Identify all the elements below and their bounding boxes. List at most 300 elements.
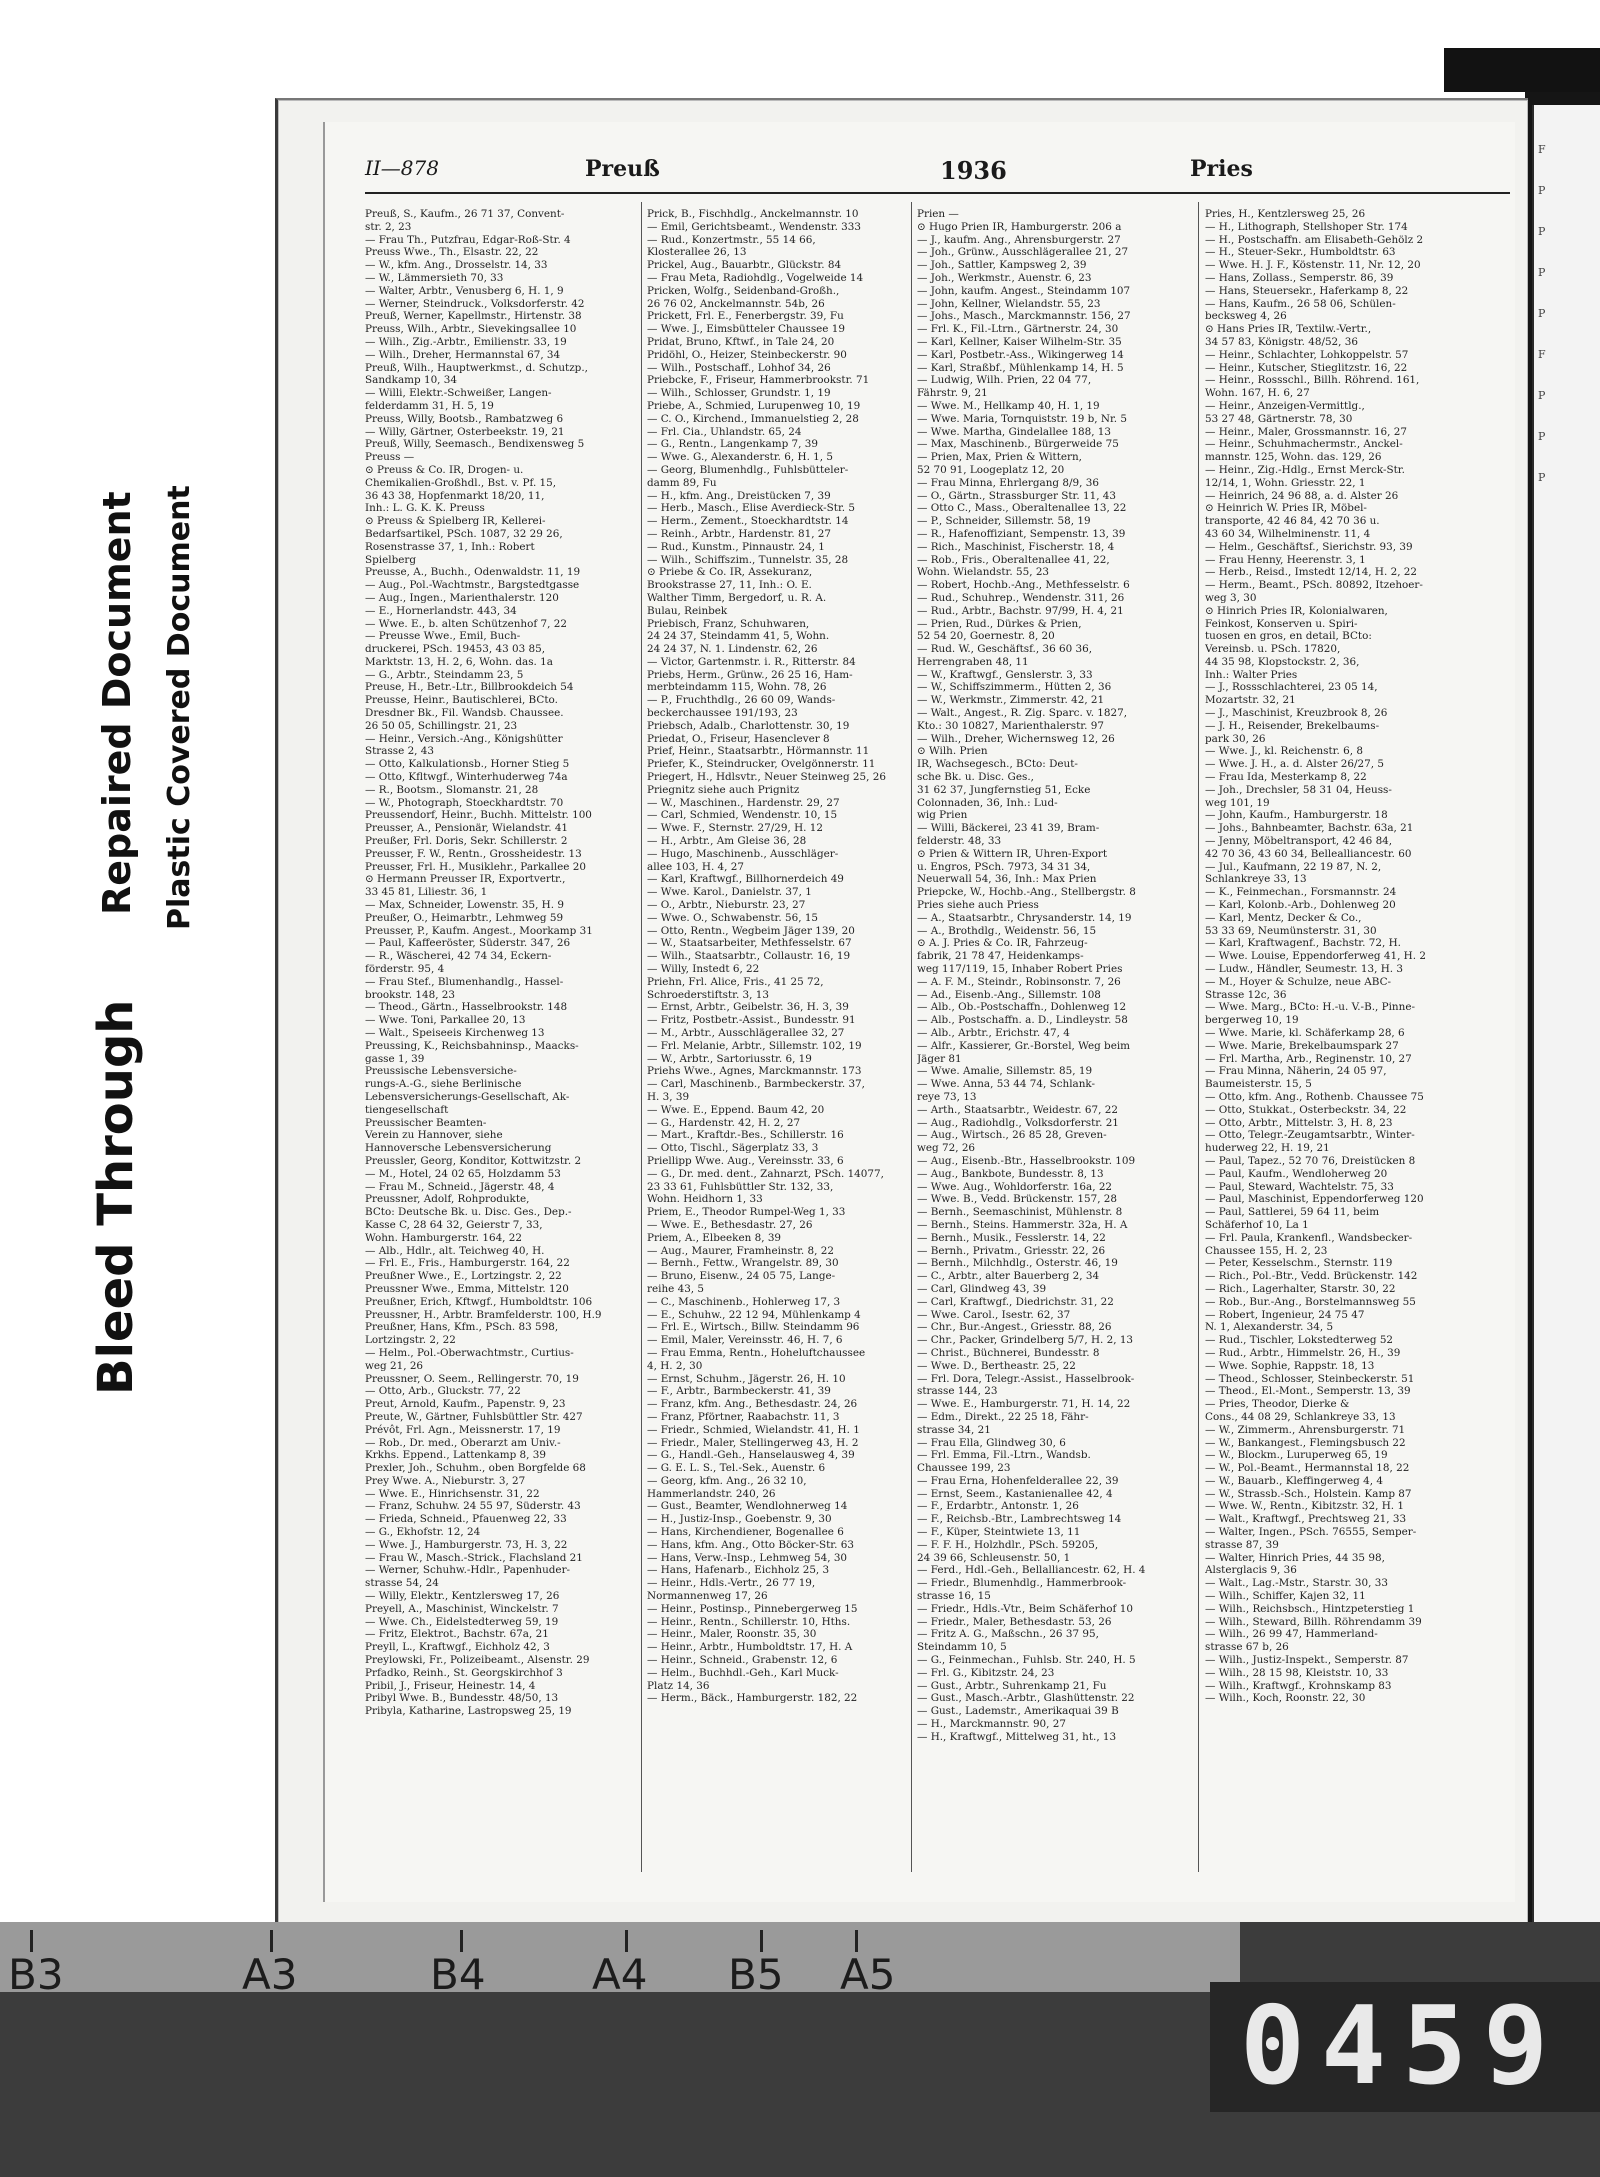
directory-entry-line: Preuß, Willy, Seemasch., Bendixensweg 5 <box>365 438 585 451</box>
directory-entry-line: Cons., 44 08 29, Schlankreye 33, 13 <box>1205 1410 1396 1423</box>
directory-entry-line: Inh.: L. G. K. K. Preuss <box>365 502 485 515</box>
directory-entry-line: — Rud., Konzertmstr., 55 14 66, <box>647 233 816 246</box>
directory-entry-line: — Rich., Lagerhalter, Starstr. 30, 22 <box>1205 1282 1396 1295</box>
directory-entry-line: Preuse, H., Betr.-Ltr., Billbrookdeich 54 <box>365 681 574 694</box>
bleed-through-label: Bleed Through <box>88 999 144 1395</box>
directory-entry-line: — G., Rentn., Langenkamp 7, 39 <box>647 438 818 451</box>
column-rule <box>641 202 642 1872</box>
directory-entry-line: 53 33 69, Neumünsterstr. 31, 30 <box>1205 924 1377 937</box>
directory-entry-line: Priem, E., Theodor Rumpel-Weg 1, 33 <box>647 1206 846 1219</box>
directory-entry-line: Herrengraben 48, 11 <box>917 655 1029 668</box>
directory-entry-line: — Willy, Gärtner, Osterbeekstr. 19, 21 <box>365 425 565 438</box>
directory-entry-line: Pries, H., Kentzlersweg 25, 26 <box>1205 208 1366 220</box>
directory-entry-line: Dresdner Bk., Fil. Wandsb. Chaussee. <box>365 707 564 720</box>
directory-entry-line: Vereinsb. u. PSch. 17820, <box>1205 643 1341 656</box>
adjacent-page-glyph: P <box>1538 389 1546 402</box>
directory-entry-line: Priegnitz siehe auch Prignitz <box>647 783 800 796</box>
directory-entry-line: Wohn. Heidhorn 1, 33 <box>647 1193 763 1206</box>
directory-entry-line: — Wilh., Schlosser, Grundstr. 1, 19 <box>647 387 831 400</box>
directory-entry-line: — Frau M., Schneid., Jägerstr. 48, 4 <box>365 1180 555 1193</box>
directory-entry-line: weg 101, 19 <box>1205 796 1270 809</box>
directory-entry-line: Preuss — <box>365 451 415 464</box>
directory-entry-line: strasse 67 b, 26 <box>1205 1641 1289 1654</box>
directory-entry-line: — Rud., Tischler, Lokstedterweg 52 <box>1205 1334 1394 1347</box>
directory-entry-line: — Herb., Masch., Elise Averdieck-Str. 5 <box>647 502 856 515</box>
directory-entry-line: — Carl, Maschinenb., Barmbeckerstr. 37, <box>647 1078 865 1091</box>
directory-entry-line: — Pries, Theodor, Dierke & <box>1205 1398 1350 1411</box>
directory-entry-line: — Karl, Kraftwagenf., Bachstr. 72, H. <box>1205 937 1401 950</box>
directory-entry-line: — Herm., Zement., Stoeckhardtstr. 14 <box>647 515 849 528</box>
directory-entry-line: reye 73, 13 <box>917 1090 977 1103</box>
directory-entry-line: Pribil, J., Friseur, Heinestr. 14, 4 <box>365 1679 536 1692</box>
directory-entry-line: Pribyla, Katharine, Lastropsweg 25, 19 <box>365 1705 572 1718</box>
directory-entry-line: merbteindamm 115, Wohn. 78, 26 <box>647 681 827 694</box>
directory-entry-line: Normannenweg 17, 26 <box>647 1590 768 1603</box>
directory-entry-line: — Gust., Beamter, Wendlohnerweg 14 <box>647 1500 848 1513</box>
directory-entry-line: — Theod., El.-Mont., Semperstr. 13, 39 <box>1205 1385 1411 1398</box>
directory-entry-line: — W., Arbtr., Sartoriusstr. 6, 19 <box>647 1052 812 1065</box>
directory-entry-line: Preusse, A., Buchh., Odenwaldstr. 11, 19 <box>365 566 581 579</box>
directory-entry-line: — Wwe. E., Bethesdastr. 27, 26 <box>647 1218 813 1231</box>
directory-entry-line: — Hans, Steuersekr., Haferkamp 8, 22 <box>1205 284 1409 297</box>
directory-entry-line: — Karl, Kellner, Kaiser Wilhelm-Str. 35 <box>917 335 1122 348</box>
directory-entry-line: — J., Maschinist, Kreuzbrook 8, 26 <box>1205 707 1388 720</box>
directory-entry-line: Preussische Lebensversiche- <box>365 1065 517 1078</box>
directory-entry-line: Colonnaden, 36, Inh.: Lud- <box>917 796 1058 809</box>
directory-entry-line: — Rud., Kunstm., Pinnaustr. 24, 1 <box>647 540 825 553</box>
directory-entry-line: — John, Kellner, Wielandstr. 55, 23 <box>917 297 1101 310</box>
directory-entry-line: — Otto, kfm. Ang., Rothenb. Chaussee 75 <box>1205 1090 1424 1103</box>
directory-entry-line: — Karl, Postbetr.-Ass., Wikingerweg 14 <box>917 348 1124 361</box>
directory-entry-line: — Ernst, Seem., Kastanienallee 42, 4 <box>917 1487 1113 1500</box>
directory-entry-line: — O., Arbtr., Nieburstr. 23, 27 <box>647 899 806 912</box>
directory-entry-line: — Otto, Arbtr., Mittelstr. 3, H. 8, 23 <box>1205 1116 1393 1129</box>
directory-entry-line: Wohn. Hamburgerstr. 164, 22 <box>365 1231 523 1244</box>
directory-entry-line: — Walt., Angest., R. Zig. Sparc. v. 1827, <box>917 707 1128 720</box>
directory-entry-line: Feinkost, Konserven u. Spiri- <box>1205 617 1358 630</box>
adjacent-page-glyph: P <box>1538 471 1546 484</box>
directory-entry-line: bergerweg 10, 19 <box>1205 1014 1299 1027</box>
directory-entry-line: — Reinh., Arbtr., Hardenstr. 81, 27 <box>647 527 832 540</box>
directory-entry-line: — G. E. L. S., Tel.-Sek., Auenstr. 6 <box>647 1462 826 1475</box>
directory-entry-line: Strasse 2, 43 <box>365 745 435 758</box>
directory-entry-line: — Heinr., Schneid., Grabenstr. 12, 6 <box>647 1654 838 1667</box>
directory-entry-line: ⊙ Preuss & Co. IR, Drogen- u. <box>365 463 524 476</box>
directory-entry-line: 34 57 83, Königstr. 48/52, 36 <box>1205 335 1358 348</box>
directory-entry-line: — Preusse Wwe., Emil, Buch- <box>365 630 521 643</box>
directory-entry-line: Preut, Arnold, Kaufm., Papenstr. 9, 23 <box>365 1398 566 1411</box>
directory-entry-line: — Wwe. Sophie, Rappstr. 18, 13 <box>1205 1359 1375 1372</box>
film-code-band <box>0 1922 1240 1999</box>
directory-entry-line: Baumeisterstr. 15, 5 <box>1205 1078 1312 1091</box>
directory-entry-line: — Wwe. F., Sternstr. 27/29, H. 12 <box>647 822 823 835</box>
directory-entry-line: rungs-A.-G., siehe Berlinische <box>365 1078 522 1091</box>
directory-entry-line: — Herb., Reisd., Imstedt 12/14, H. 2, 22 <box>1205 566 1418 579</box>
directory-entry-line: Priehn, Frl. Alice, Fris., 41 25 72, <box>647 975 824 988</box>
directory-entry-line: Preyell, A., Maschinist, Winckelstr. 7 <box>365 1602 559 1615</box>
directory-entry-line: Preuss, Willy, Bootsb., Rambatzweg 6 <box>365 412 564 425</box>
directory-entry-line: — Bernh., Seemaschinist, Mühlenstr. 8 <box>917 1206 1123 1219</box>
directory-entry-line: förderstr. 95, 4 <box>365 963 445 976</box>
directory-entry-line: Prexler, Joh., Schuhm., oben Borgfelde 68 <box>365 1462 586 1475</box>
directory-entry-line: — W., Photograph, Stoeckhardtstr. 70 <box>365 796 564 809</box>
directory-entry-line: — Heinr., Zig.-Hdlg., Ernst Merck-Str. <box>1205 463 1405 476</box>
directory-entry-line: — Robert, Ingenieur, 24 75 47 <box>1205 1308 1365 1321</box>
directory-entry-line: — Joh., Drechsler, 58 31 04, Heuss- <box>1205 783 1392 796</box>
directory-entry-line: — Max, Schneider, Lowenstr. 35, H. 9 <box>365 899 564 912</box>
directory-entry-line: brookstr. 148, 23 <box>365 988 456 1001</box>
adjacent-page-glyph: F <box>1538 348 1546 361</box>
directory-entry-line: str. 2, 23 <box>365 220 412 233</box>
directory-entry-line: — Frl. Melanie, Arbtr., Sillemstr. 102, 19 <box>647 1039 862 1052</box>
directory-entry-line: — O., Gärtn., Strassburger Str. 11, 43 <box>917 489 1117 502</box>
directory-entry-line: — Wwe. Amalie, Sillemstr. 85, 19 <box>917 1065 1093 1078</box>
directory-entry-line: — Wwe. Ch., Eidelstedterweg 59, 19 <box>365 1615 559 1628</box>
directory-column-1 <box>365 208 635 1868</box>
directory-entry-line: — Ernst, Schuhm., Jägerstr. 26, H. 10 <box>647 1372 846 1385</box>
directory-entry-line: — Otto, Kfltwgf., Winterhuderweg 74a <box>365 771 568 784</box>
directory-entry-line: — Wilh., Dreher, Hermannstal 67, 34 <box>365 348 561 361</box>
directory-entry-line: — Otto, Telegr.-Zeugamtsarbtr., Winter- <box>1205 1129 1415 1142</box>
directory-entry-line: — G., Feinmechan., Fuhlsb. Str. 240, H. 5 <box>917 1654 1136 1667</box>
directory-entry-line: — Rob., Dr. med., Oberarzt am Univ.- <box>365 1436 561 1449</box>
directory-entry-line: — H., Steuer-Sekr., Humboldtstr. 63 <box>1205 246 1396 259</box>
directory-entry-line: weg 21, 26 <box>365 1359 424 1372</box>
film-tick <box>30 1930 33 1952</box>
directory-entry-line: — Helm., Pol.-Oberwachtmstr., Curtius- <box>365 1346 574 1359</box>
directory-entry-line: N. 1, Alexanderstr. 34, 5 <box>1205 1321 1334 1334</box>
directory-entry-line: — Wwe. J., Eimsbütteler Chaussee 19 <box>647 323 845 336</box>
directory-entry-line: — Heinr., Schlachter, Lohkoppelstr. 57 <box>1205 348 1409 361</box>
directory-entry-line: 42 70 36, 43 60 34, Bellealliancestr. 60 <box>1205 847 1412 860</box>
directory-entry-line: — Frau Ida, Mesterkamp 8, 22 <box>1205 771 1367 784</box>
directory-entry-line: — Friedr., Maler, Bethesdastr. 53, 26 <box>917 1615 1112 1628</box>
directory-entry-line: — Arth., Staatsarbtr., Weidestr. 67, 22 <box>917 1103 1118 1116</box>
directory-entry-line: — Karl, Kraftwgf., Billhornerdeich 49 <box>647 873 844 886</box>
directory-entry-line: — Frau W., Masch.-Strick., Flachsland 21 <box>365 1551 583 1564</box>
directory-entry-line: — E., Schuhw., 22 12 94, Mühlenkamp 4 <box>647 1308 861 1321</box>
film-tick <box>625 1930 628 1952</box>
directory-entry-line: weg 72, 26 <box>917 1142 976 1155</box>
directory-entry-line: Prey Wwe. A., Nieburstr. 3, 27 <box>365 1474 526 1487</box>
directory-entry-line: — Paul, Sattlerei, 59 64 11, beim <box>1205 1206 1380 1219</box>
frame-number-text: 0459 <box>1240 1984 1565 2109</box>
directory-entry-line: mannstr. 125, Wohn. das. 129, 26 <box>1205 451 1382 464</box>
directory-entry-line: — Frl. Dora, Telegr.-Assist., Hasselbrook- <box>917 1372 1135 1385</box>
directory-entry-line: Pries siehe auch Priess <box>917 899 1039 912</box>
directory-entry-line: Preussner, Adolf, Rohprodukte, <box>365 1193 530 1206</box>
film-code: B3 <box>8 1950 64 1999</box>
directory-entry-line: — Heinr., Postinsp., Pinnebergerweg 15 <box>647 1602 858 1615</box>
directory-entry-line: — Frau Minna, Ehrlergang 8/9, 36 <box>917 476 1099 489</box>
directory-entry-line: Pridat, Bruno, Kftwf., in Tale 24, 20 <box>647 335 835 348</box>
directory-entry-line: ⊙ Hugo Prien IR, Hamburgerstr. 206 a <box>917 220 1122 233</box>
directory-entry-line: — J. H., Reisender, Brekelbaums- <box>1205 719 1380 732</box>
directory-entry-line: — Joh., Sattler, Kampsweg 2, 39 <box>917 259 1087 272</box>
directory-entry-line: ⊙ Priebe & Co. IR, Assekuranz, <box>647 566 813 579</box>
directory-entry-line: — W., Staatsarbeiter, Methfesselstr. 67 <box>647 937 852 950</box>
directory-entry-line: — F., Küper, Steintwiete 13, 11 <box>917 1526 1081 1539</box>
directory-entry-line: ⊙ Heinrich W. Pries IR, Möbel- <box>1205 502 1367 515</box>
directory-entry-line: — Bernh., Milchhdlg., Osterstr. 46, 19 <box>917 1257 1118 1270</box>
directory-entry-line: Prick, B., Fischhdlg., Anckelmannstr. 10 <box>647 208 859 220</box>
directory-entry-line: — Wwe. Aug., Wohldorferstr. 16a, 22 <box>917 1180 1113 1193</box>
directory-entry-line: — Wilh., Staatsarbtr., Collaustr. 16, 19 <box>647 950 851 963</box>
directory-entry-line: — Wilh., Schiffer, Kajen 32, 11 <box>1205 1590 1366 1603</box>
directory-entry-line: Schroederstiftstr. 3, 13 <box>647 988 769 1001</box>
directory-entry-line: — Bernh., Privatm., Griesstr. 22, 26 <box>917 1244 1106 1257</box>
directory-entry-line: — Aug., Ingen., Marienthalerstr. 120 <box>365 591 559 604</box>
directory-entry-line: Pribyl Wwe. B., Bundesstr. 48/50, 13 <box>365 1692 559 1705</box>
directory-entry-line: — Wwe. G., Alexanderstr. 6, H. 1, 5 <box>647 451 834 464</box>
directory-entry-line: damm 89, Fu <box>647 476 717 489</box>
directory-entry-line: Strasse 12c, 36 <box>1205 988 1287 1001</box>
directory-entry-line: strasse 34, 21 <box>917 1423 991 1436</box>
directory-entry-line: 31 62 37, Jungfernstieg 51, Ecke <box>917 783 1091 796</box>
directory-entry-line: — Frau Erna, Hohenfelderallee 22, 39 <box>917 1474 1119 1487</box>
directory-entry-line: — Frau Ella, Glindweg 30, 6 <box>917 1436 1066 1449</box>
directory-entry-line: Hammerlandstr. 240, 26 <box>647 1487 776 1500</box>
header-guide-word-right: Pries <box>1190 156 1253 182</box>
directory-entry-line: — W., Blockm., Luruperweg 65, 19 <box>1205 1449 1388 1462</box>
directory-entry-line: — C., Arbtr., alter Bauerberg 2, 34 <box>917 1270 1100 1283</box>
directory-entry-line: — Willi, Elektr.-Schweißer, Langen- <box>365 387 552 400</box>
directory-column-3 <box>917 208 1192 1868</box>
directory-entry-line: 12/14, 1, Wohn. Griesstr. 22, 1 <box>1205 476 1366 489</box>
directory-entry-line: Chaussee 199, 23 <box>917 1462 1011 1475</box>
directory-entry-line: — Rich., Maschinist, Fischerstr. 18, 4 <box>917 540 1115 553</box>
directory-entry-line: — W., Werkmstr., Zimmerstr. 42, 21 <box>917 694 1105 707</box>
directory-entry-line: Priellipp Wwe. Aug., Vereinsstr. 33, 6 <box>647 1154 844 1167</box>
directory-entry-line: — H., Justiz-Insp., Goebenstr. 9, 30 <box>647 1513 832 1526</box>
directory-entry-line: Prickett, Frl. E., Fenerbergstr. 39, Fu <box>647 310 844 323</box>
directory-entry-line: — Wwe. M., Hellkamp 40, H. 1, 19 <box>917 399 1100 412</box>
directory-entry-line: — Wwe. Marie, kl. Schäferkamp 28, 6 <box>1205 1027 1405 1039</box>
directory-entry-line: — Aug., Pol.-Wachtmstr., Bargstedtgasse <box>365 579 580 592</box>
directory-entry-line: Preußner Wwe., E., Lortzingstr. 2, 22 <box>365 1270 562 1283</box>
directory-entry-line: Fährstr. 9, 21 <box>917 387 988 400</box>
directory-entry-line: — Hans, kfm. Ang., Otto Böcker-Str. 63 <box>647 1538 854 1551</box>
directory-entry-line: — Heinr., Schuhmachermstr., Anckel- <box>1205 438 1403 451</box>
directory-entry-line: — Franz, kfm. Ang., Bethesdastr. 24, 26 <box>647 1398 858 1411</box>
directory-entry-line: Preussner, O. Seem., Rellingerstr. 70, 19 <box>365 1372 579 1385</box>
plastic-covered-label: Plastic Covered Document <box>162 485 197 930</box>
directory-entry-line: IR, Wachsegesch., BCto: Deut- <box>917 758 1078 771</box>
directory-entry-line: 26 76 02, Anckelmannstr. 54b, 26 <box>647 297 825 310</box>
directory-entry-line: — Heinr., Rentn., Schillerstr. 10, Hths. <box>647 1615 851 1628</box>
directory-entry-line: — Herm., Bäck., Hamburgerstr. 182, 22 <box>647 1692 858 1705</box>
directory-entry-line: — Alb., Postschaffn. a. D., Lindleystr. 58 <box>917 1014 1128 1027</box>
directory-entry-line: — Frl. K., Fil.-Ltrn., Gärtnerstr. 24, 30 <box>917 323 1119 336</box>
directory-entry-line: — Karl, Kolonb.-Arb., Dohlenweg 20 <box>1205 899 1396 912</box>
directory-entry-line: — W., Zimmerm., Ahrensburgerstr. 71 <box>1205 1423 1406 1436</box>
directory-entry-line: Preusser, P., Kaufm. Angest., Moorkamp 31 <box>365 924 593 937</box>
film-tick <box>855 1930 858 1952</box>
directory-entry-line: ⊙ Wilh. Prien <box>917 745 988 758</box>
directory-entry-line: — Prien, Rud., Dürkes & Prien, <box>917 617 1082 630</box>
column-rule <box>911 202 912 1872</box>
directory-entry-line: — Franz, Pförtner, Raabachstr. 11, 3 <box>647 1410 840 1423</box>
directory-entry-line: — Otto, Kalkulationsb., Horner Stieg 5 <box>365 758 570 771</box>
directory-entry-line: felderstr. 48, 33 <box>917 835 1002 848</box>
directory-entry-line: 26 50 05, Schillingstr. 21, 23 <box>365 719 518 732</box>
directory-entry-line: — Frl. G., Kibitzstr. 24, 23 <box>917 1666 1055 1679</box>
directory-entry-line: — Fritz A. G., Maßschn., 26 37 95, <box>917 1628 1099 1641</box>
directory-entry-line: Preussing, K., Reichsbahninsp., Maacks- <box>365 1039 579 1052</box>
directory-entry-line: — Wwe. B., Vedd. Brückenstr. 157, 28 <box>917 1193 1118 1206</box>
directory-entry-line: — G., Handl.-Geh., Hanselausweg 4, 39 <box>647 1449 855 1462</box>
directory-entry-line: — Hugo, Maschinenb., Ausschläger- <box>647 847 839 860</box>
directory-entry-line: — Ferd., Hdl.-Geh., Bellalliancestr. 62, H. 4 <box>917 1564 1146 1577</box>
directory-entry-line: Verein zu Hannover, siehe <box>365 1129 503 1142</box>
directory-entry-line: Preusse, Heinr., Bautischlerei, BCto. <box>365 694 558 707</box>
directory-entry-line: — Hans, Kaufm., 26 58 06, Schülen- <box>1205 297 1396 310</box>
film-code: A4 <box>592 1950 648 1999</box>
directory-entry-line: — Wwe. Anna, 53 44 74, Schlank- <box>917 1078 1096 1091</box>
directory-entry-line: — Peter, Kesselschm., Sternstr. 119 <box>1205 1257 1393 1270</box>
directory-entry-line: — Wwe. E., Eppend. Baum 42, 20 <box>647 1103 825 1116</box>
directory-entry-line: Kto.: 30 10827, Marienthalerstr. 97 <box>917 719 1104 732</box>
film-code: A5 <box>840 1950 896 1999</box>
directory-entry-line: — Victor, Gartenmstr. i. R., Ritterstr. 84 <box>647 655 856 668</box>
directory-entry-line: Preute, W., Gärtner, Fuhlsbüttler Str. 427 <box>365 1410 583 1423</box>
directory-entry-line: — Frau Minna, Näherin, 24 05 97, <box>1205 1065 1387 1078</box>
directory-entry-line: — G., Ekhofstr. 12, 24 <box>365 1526 481 1539</box>
directory-entry-line: — Willy, Instedt 6, 22 <box>647 963 760 976</box>
directory-entry-line: Preussischer Beamten- <box>365 1116 487 1129</box>
directory-entry-line: — H., Arbtr., Am Gleise 36, 28 <box>647 835 807 848</box>
directory-entry-line: — Walt., Kraftwgf., Prechtsweg 21, 33 <box>1205 1513 1407 1526</box>
directory-entry-line: fabrik, 21 78 47, Heidenkamps- <box>917 950 1084 963</box>
directory-entry-line: — W., Kraftwgf., Genslerstr. 3, 33 <box>917 668 1093 681</box>
directory-entry-line: Chemikalien-Großhdl., Bst. v. Pf. 15, <box>365 476 557 489</box>
directory-entry-line: Preussendorf, Heinr., Buchh. Mittelstr. 100 <box>365 809 592 822</box>
directory-entry-line: felderdamm 31, H. 5, 19 <box>365 399 494 412</box>
directory-entry-line: Steindamm 10, 5 <box>917 1641 1007 1654</box>
directory-entry-line: — Heinr., Kutscher, Stieglitzstr. 16, 22 <box>1205 361 1408 374</box>
directory-entry-line: — Johs., Bahnbeamter, Bachstr. 63a, 21 <box>1205 822 1414 835</box>
directory-entry-line: Priefer, K., Steindrucker, Ovelgönnerstr. 11 <box>647 758 876 771</box>
directory-entry-line: reihe 43, 5 <box>647 1282 705 1295</box>
directory-entry-line: — Aug., Eisenb.-Btr., Hasselbrookstr. 109 <box>917 1154 1136 1167</box>
directory-entry-line: — Rob., Bur.-Ang., Borstelmannsweg 55 <box>1205 1295 1416 1308</box>
directory-entry-line: weg 3, 30 <box>1205 591 1257 604</box>
directory-entry-line: — F., Reichsb.-Btr., Lambrechtsweg 14 <box>917 1513 1122 1526</box>
directory-entry-line: — R., Wäscherei, 42 74 34, Eckern- <box>365 950 552 963</box>
directory-entry-line: — Frau Henny, Heerenstr. 3, 1 <box>1205 553 1366 566</box>
directory-entry-line: strasse 87, 39 <box>1205 1538 1279 1551</box>
directory-entry-line: — Werner, Schuhw.-Hdlr., Papenhuder- <box>365 1564 571 1577</box>
directory-entry-line: — J., Rossschlachterei, 23 05 14, <box>1205 681 1378 694</box>
directory-entry-line: — Friedr., Hdls.-Vtr., Beim Schäferhof 10 <box>917 1602 1133 1615</box>
directory-entry-line: Priebe, A., Schmied, Lurupenweg 10, 19 <box>647 399 861 412</box>
directory-entry-line: Priebcke, F., Friseur, Hammerbrookstr. 71 <box>647 374 870 387</box>
directory-entry-line: Hannoversche Lebensversicherung <box>365 1142 552 1155</box>
directory-entry-line: — Werner, Steindruck., Volksdorferstr. 42 <box>365 297 585 310</box>
adjacent-page-glyph: P <box>1538 307 1546 320</box>
directory-entry-line: allee 103, H. 4, 27 <box>647 860 744 873</box>
directory-entry-line: Krkhs. Eppend., Lattenkamp 8, 39 <box>365 1449 546 1462</box>
directory-entry-line: — Aug., Bankbote, Bundesstr. 8, 13 <box>917 1167 1104 1180</box>
directory-entry-line: 24 39 66, Schleusenstr. 50, 1 <box>917 1551 1071 1564</box>
directory-entry-line: — W., Pol.-Beamt., Hermannstal 18, 22 <box>1205 1462 1410 1475</box>
directory-entry-line: — Joh., Grünw., Ausschlägerallee 21, 27 <box>917 246 1129 259</box>
directory-entry-line: — Wilh., Justiz-Inspekt., Semperstr. 87 <box>1205 1654 1409 1667</box>
directory-entry-line: — Wwe. E., Hamburgerstr. 71, H. 14, 22 <box>917 1398 1131 1411</box>
directory-entry-line: — Rud., Schuhrep., Wendenstr. 311, 26 <box>917 591 1125 604</box>
column-rule <box>1198 202 1199 1872</box>
directory-entry-line: — Gust., Masch.-Arbtr., Glashüttenstr. 22 <box>917 1692 1135 1705</box>
directory-entry-line: — Heinr., Hdls.-Vertr., 26 77 19, <box>647 1577 816 1590</box>
directory-entry-line: — Heinrich, 24 96 88, a. d. Alster 26 <box>1205 489 1399 502</box>
directory-entry-line: — Hans, Zollass., Semperstr. 86, 39 <box>1205 271 1394 284</box>
directory-entry-line: BCto: Deutsche Bk. u. Disc. Ges., Dep.- <box>365 1206 572 1219</box>
directory-entry-line: — Joh., Werkmstr., Auenstr. 6, 23 <box>917 271 1092 284</box>
directory-entry-line: Alsterglacis 9, 36 <box>1205 1564 1297 1577</box>
directory-entry-line: — H., Postschaffn. am Elisabeth-Gehölz 2 <box>1205 233 1424 246</box>
directory-entry-line: — Jenny, Möbeltransport, 42 46 84, <box>1205 835 1393 848</box>
directory-entry-line: Preussner, H., Arbtr. Bramfelderstr. 100, H.9 <box>365 1308 602 1321</box>
directory-entry-line: — Wwe. Marg., BCto: H.-u. V.-B., Pinne- <box>1205 1001 1415 1014</box>
directory-entry-line: — Frl. Martha, Arb., Reginenstr. 10, 27 <box>1205 1052 1412 1065</box>
directory-entry-line: — Otto C., Mass., Oberaltenallee 13, 22 <box>917 502 1127 515</box>
directory-entry-line: — Wilh., Steward, Billh. Röhrendamm 39 <box>1205 1615 1422 1628</box>
film-code: B5 <box>728 1950 784 1999</box>
directory-entry-line: — Wwe. Toni, Parkallee 20, 13 <box>365 1014 526 1027</box>
directory-entry-line: — Frl. Emma, Fil.-Ltrn., Wandsb. <box>917 1449 1091 1462</box>
directory-entry-line: Prévôt, Frl. Agn., Meissnerstr. 17, 19 <box>365 1423 561 1436</box>
directory-entry-line: — G., Hardenstr. 42, H. 2, 27 <box>647 1116 801 1129</box>
film-tick <box>460 1930 463 1952</box>
directory-entry-line: — Mart., Kraftdr.-Bes., Schillerstr. 16 <box>647 1129 844 1142</box>
directory-entry-line: — Aug., Maurer, Framheinstr. 8, 22 <box>647 1244 834 1257</box>
directory-entry-line: — Alb., Hdlr., alt. Teichweg 40, H. <box>365 1244 545 1257</box>
directory-entry-line: — Wwe. O., Schwabenstr. 56, 15 <box>647 911 819 924</box>
directory-entry-line: — Karl, Mentz, Decker & Co., <box>1205 911 1362 924</box>
directory-entry-line: 44 35 98, Klopstockstr. 2, 36, <box>1205 655 1360 668</box>
directory-entry-line: sche Bk. u. Disc. Ges., <box>917 771 1034 784</box>
directory-entry-line: — Wwe. Marie, Brekelbaumspark 27 <box>1205 1039 1399 1052</box>
directory-entry-line: — Wilh., Kraftwgf., Krohnskamp 83 <box>1205 1679 1392 1692</box>
directory-entry-line: — Alb., Arbtr., Erichstr. 47, 4 <box>917 1027 1070 1039</box>
directory-entry-line: becksweg 4, 26 <box>1205 310 1287 323</box>
directory-entry-line: Kasse C, 28 64 32, Geierstr 7, 33, <box>365 1218 543 1231</box>
film-code: A3 <box>242 1950 298 1999</box>
directory-entry-line: Preusser, F. W., Rentn., Grossheidestr. 13 <box>365 847 582 860</box>
directory-entry-line: — Hans, Kirchendiener, Bogenallee 6 <box>647 1526 844 1539</box>
directory-entry-line: ⊙ Hinrich Pries IR, Kolonialwaren, <box>1205 604 1388 617</box>
directory-entry-line: — Fritz, Postbetr.-Assist., Bundesstr. 91 <box>647 1014 856 1027</box>
directory-entry-line: — Wwe. D., Bertheastr. 25, 22 <box>917 1359 1076 1372</box>
directory-entry-line: Priehs Wwe., Agnes, Marckmannstr. 173 <box>647 1065 862 1078</box>
directory-entry-line: ⊙ A. J. Pries & Co. IR, Fahrzeug- <box>917 937 1088 950</box>
directory-entry-line: ⊙ Hans Pries IR, Textilw.-Vertr., <box>1205 323 1372 336</box>
directory-entry-line: — M., Hotel, 24 02 65, Holzdamm 53 <box>365 1167 561 1180</box>
directory-entry-line: — Heinr., Rossschl., Billh. Röhrend. 161, <box>1205 374 1420 387</box>
directory-entry-line: — Wilh., Postschaff., Lohhof 34, 26 <box>647 361 831 374</box>
directory-entry-line: — Wwe. Maria, Tornquiststr. 19 b, Nr. 5 <box>917 412 1128 425</box>
directory-entry-line: — Walter, Hinrich Pries, 44 35 98, <box>1205 1551 1385 1564</box>
directory-page <box>323 122 1515 1902</box>
directory-entry-line: Pricken, Wolfg., Seidenband-Großh., <box>647 284 840 297</box>
directory-entry-line: — Rob., Fris., Oberaltenallee 41, 22, <box>917 553 1110 566</box>
directory-entry-line: — Frl. E., Wirtsch., Billw. Steindamm 96 <box>647 1321 860 1334</box>
directory-entry-line: — G., Arbtr., Steindamm 23, 5 <box>365 668 524 681</box>
directory-entry-line: — Frau Th., Putzfrau, Edgar-Roß-Str. 4 <box>365 233 571 246</box>
directory-entry-line: strasse 144, 23 <box>917 1385 998 1398</box>
directory-entry-line: — Alfr., Kassierer, Gr.-Borstel, Weg beim <box>917 1039 1131 1052</box>
directory-entry-line: Priegert, H., Hdlsvtr., Neuer Steinweg 25, 26 <box>647 771 886 784</box>
